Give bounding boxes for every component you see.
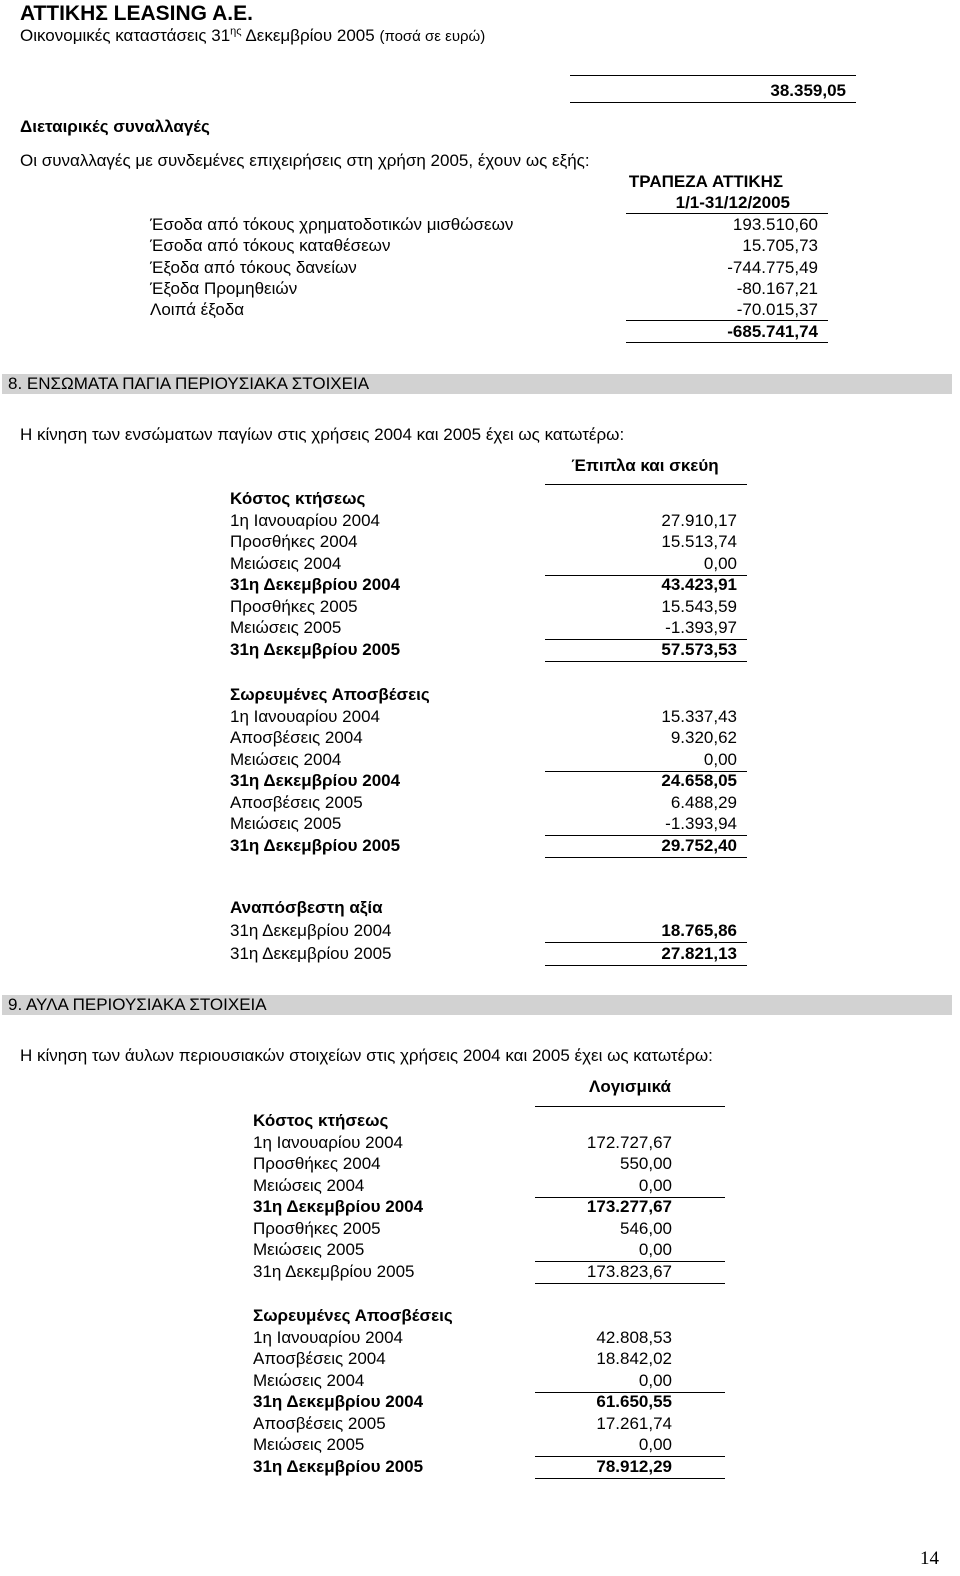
row-value: 18.842,02 bbox=[596, 1349, 672, 1368]
intercompany-total-rule bbox=[626, 320, 828, 321]
row-label: 31η Δεκεμβρίου 2005 bbox=[230, 944, 392, 963]
section9-depreciation-heading: Σωρευμένες Αποσβέσεις bbox=[253, 1306, 453, 1325]
intercompany-row-value: -70.015,37 bbox=[736, 300, 818, 319]
section9-cost-heading: Κόστος κτήσεως bbox=[253, 1111, 389, 1130]
company-name: ΑΤΤΙΚΗΣ LEASING A.E. bbox=[20, 2, 253, 25]
row-value: 9.320,62 bbox=[670, 728, 737, 747]
row-value: 0,00 bbox=[703, 553, 737, 573]
row-label: Μειώσεις 2004 bbox=[253, 1370, 365, 1390]
row-value: 24.658,05 bbox=[661, 771, 737, 790]
row-value: 0,00 bbox=[638, 1435, 672, 1454]
row-label: 31η Δεκεμβρίου 2005 bbox=[253, 1261, 415, 1281]
row-value: 550,00 bbox=[620, 1154, 672, 1173]
section-9-intro: Η κίνηση των άυλων περιουσιακών στοιχείων στις χρήσεις 2004 και 2005 έχει ως κατωτέρω: bbox=[20, 1046, 713, 1065]
row-value: 0,00 bbox=[638, 1175, 672, 1195]
intercompany-heading: Διεταιρικές συναλλαγές bbox=[20, 117, 210, 136]
row-value: 15.513,74 bbox=[661, 532, 737, 551]
row-value: 27.910,17 bbox=[661, 510, 737, 530]
row-value: 15.543,59 bbox=[661, 596, 737, 616]
subtotal-rule bbox=[545, 942, 747, 943]
row-label: Αποσβέσεις 2004 bbox=[230, 728, 363, 747]
row-label: Μειώσεις 2004 bbox=[230, 553, 342, 573]
row-label: Μειώσεις 2005 bbox=[230, 618, 342, 637]
row-label: 1η Ιανουαρίου 2004 bbox=[230, 510, 381, 530]
intercompany-row-value: 193.510,60 bbox=[732, 215, 818, 234]
row-value: 173.277,67 bbox=[586, 1197, 672, 1216]
row-label: 31η Δεκεμβρίου 2005 bbox=[230, 639, 401, 659]
row-value: 172.727,67 bbox=[586, 1132, 672, 1152]
intercompany-row-label: Έξοδα Προμηθειών bbox=[150, 279, 298, 298]
row-value: 18.765,86 bbox=[661, 921, 737, 940]
intercompany-row-label: Έσοδα από τόκους χρηματοδοτικών μισθώσεων bbox=[150, 215, 514, 234]
row-value: 17.261,74 bbox=[596, 1413, 672, 1433]
intercompany-row-label: Έσοδα από τόκους καταθέσεων bbox=[150, 236, 391, 255]
row-label: Προσθήκες 2004 bbox=[253, 1154, 381, 1173]
row-value: 57.573,53 bbox=[661, 639, 737, 659]
row-label: 1η Ιανουαρίου 2004 bbox=[253, 1132, 404, 1152]
row-value: 546,00 bbox=[620, 1218, 672, 1238]
row-label: 31η Δεκεμβρίου 2004 bbox=[230, 771, 401, 790]
row-value: 173.823,67 bbox=[586, 1261, 672, 1281]
subtotal-rule bbox=[545, 661, 747, 662]
intercompany-header-rule bbox=[626, 213, 828, 214]
row-value: 27.821,13 bbox=[661, 944, 737, 963]
intercompany-row-value: -744.775,49 bbox=[727, 258, 818, 277]
row-value: 0,00 bbox=[638, 1370, 672, 1390]
row-value: 0,00 bbox=[703, 749, 737, 769]
row-label: Αποσβέσεις 2004 bbox=[253, 1349, 386, 1368]
intercompany-column-header: ΤΡΑΠΕΖΑ ΑΤΤΙΚΗΣ bbox=[628, 172, 784, 191]
section-8-column-header: Έπιπλα και σκεύη bbox=[571, 456, 719, 475]
row-label: Προσθήκες 2005 bbox=[253, 1218, 381, 1238]
subtotal-rule bbox=[545, 857, 747, 858]
intercompany-row-value: -80.167,21 bbox=[736, 279, 818, 298]
row-value: 42.808,53 bbox=[596, 1327, 672, 1347]
row-label: 31η Δεκεμβρίου 2004 bbox=[253, 1392, 424, 1411]
subtotal-rule bbox=[535, 1478, 725, 1479]
row-label: 31η Δεκεμβρίου 2005 bbox=[230, 835, 401, 855]
row-label: Μειώσεις 2005 bbox=[230, 814, 342, 833]
row-label: Αποσβέσεις 2005 bbox=[230, 792, 363, 812]
row-value: 78.912,29 bbox=[596, 1456, 672, 1476]
section-8-intro: Η κίνηση των ενσώματων παγίων στις χρήσεις 2004 και 2005 έχει ως κατωτέρω: bbox=[20, 425, 625, 444]
intercompany-row-label: Λοιπά έξοδα bbox=[150, 300, 245, 319]
row-label: Προσθήκες 2005 bbox=[230, 596, 358, 616]
row-label: Αποσβέσεις 2005 bbox=[253, 1413, 386, 1433]
row-label: 31η Δεκεμβρίου 2004 bbox=[253, 1197, 424, 1216]
row-label: Μειώσεις 2004 bbox=[230, 749, 342, 769]
row-value: -1.393,97 bbox=[665, 618, 737, 637]
subtotal-rule bbox=[535, 1283, 725, 1284]
row-label: Μειώσεις 2004 bbox=[253, 1175, 365, 1195]
carried-total: 38.359,05 bbox=[770, 81, 846, 100]
section8-cost-heading: Κόστος κτήσεως bbox=[230, 489, 366, 508]
intercompany-total-underline bbox=[626, 342, 828, 343]
row-label: 31η Δεκεμβρίου 2004 bbox=[230, 575, 401, 594]
carried-total-rule bbox=[570, 75, 856, 76]
intercompany-row-label: Έξοδα από τόκους δανείων bbox=[150, 258, 357, 277]
section8-depreciation-heading: Σωρευμένες Αποσβέσεις bbox=[230, 685, 430, 704]
row-value: 6.488,29 bbox=[670, 792, 737, 812]
row-label: 1η Ιανουαρίου 2004 bbox=[253, 1327, 404, 1347]
intercompany-column-period: 1/1-31/12/2005 bbox=[675, 193, 790, 212]
row-value: 61.650,55 bbox=[596, 1392, 672, 1411]
intercompany-row-value: 15.705,73 bbox=[742, 236, 818, 255]
row-label: 31η Δεκεμβρίου 2005 bbox=[253, 1456, 424, 1476]
section8-nbv-heading: Αναπόσβεστη αξία bbox=[230, 898, 383, 917]
row-value: 0,00 bbox=[638, 1240, 672, 1259]
section-9-column-header: Λογισμικά bbox=[588, 1077, 672, 1096]
row-label: Προσθήκες 2004 bbox=[230, 532, 358, 551]
row-label: Μειώσεις 2005 bbox=[253, 1240, 365, 1259]
carried-total-underline bbox=[570, 102, 856, 103]
row-label: Μειώσεις 2005 bbox=[253, 1435, 365, 1454]
section-8-title: 8. ΕΝΣΩΜΑΤΑ ΠΑΓΙΑ ΠΕΡΙΟΥΣΙΑΚΑ ΣΤΟΙΧΕΙΑ bbox=[8, 374, 370, 393]
row-value: 29.752,40 bbox=[661, 835, 737, 855]
section-8-header-rule bbox=[545, 484, 747, 485]
subtotal-rule bbox=[545, 965, 747, 966]
intercompany-total: -685.741,74 bbox=[727, 322, 818, 341]
section-9-title: 9. ΑΥΛΑ ΠΕΡΙΟΥΣΙΑΚΑ ΣΤΟΙΧΕΙΑ bbox=[8, 995, 267, 1014]
page-number: 14 bbox=[920, 1548, 939, 1569]
row-value: 43.423,91 bbox=[661, 575, 737, 594]
row-value: -1.393,94 bbox=[665, 814, 737, 833]
document-subtitle: Οικονομικές καταστάσεις $31^{\eta\varsigma}$ Δεκεμβρίου 2005 (ποσά σε ευρώ) bbox=[20, 25, 486, 45]
row-value: 15.337,43 bbox=[661, 706, 737, 726]
row-label: 1η Ιανουαρίου 2004 bbox=[230, 706, 381, 726]
intercompany-intro: Οι συναλλαγές με συνδεμένες επιχειρήσεις στη χρήση 2005, έχουν ως εξής: bbox=[20, 151, 590, 170]
section-9-header-rule bbox=[535, 1106, 725, 1107]
row-label: 31η Δεκεμβρίου 2004 bbox=[230, 921, 392, 940]
